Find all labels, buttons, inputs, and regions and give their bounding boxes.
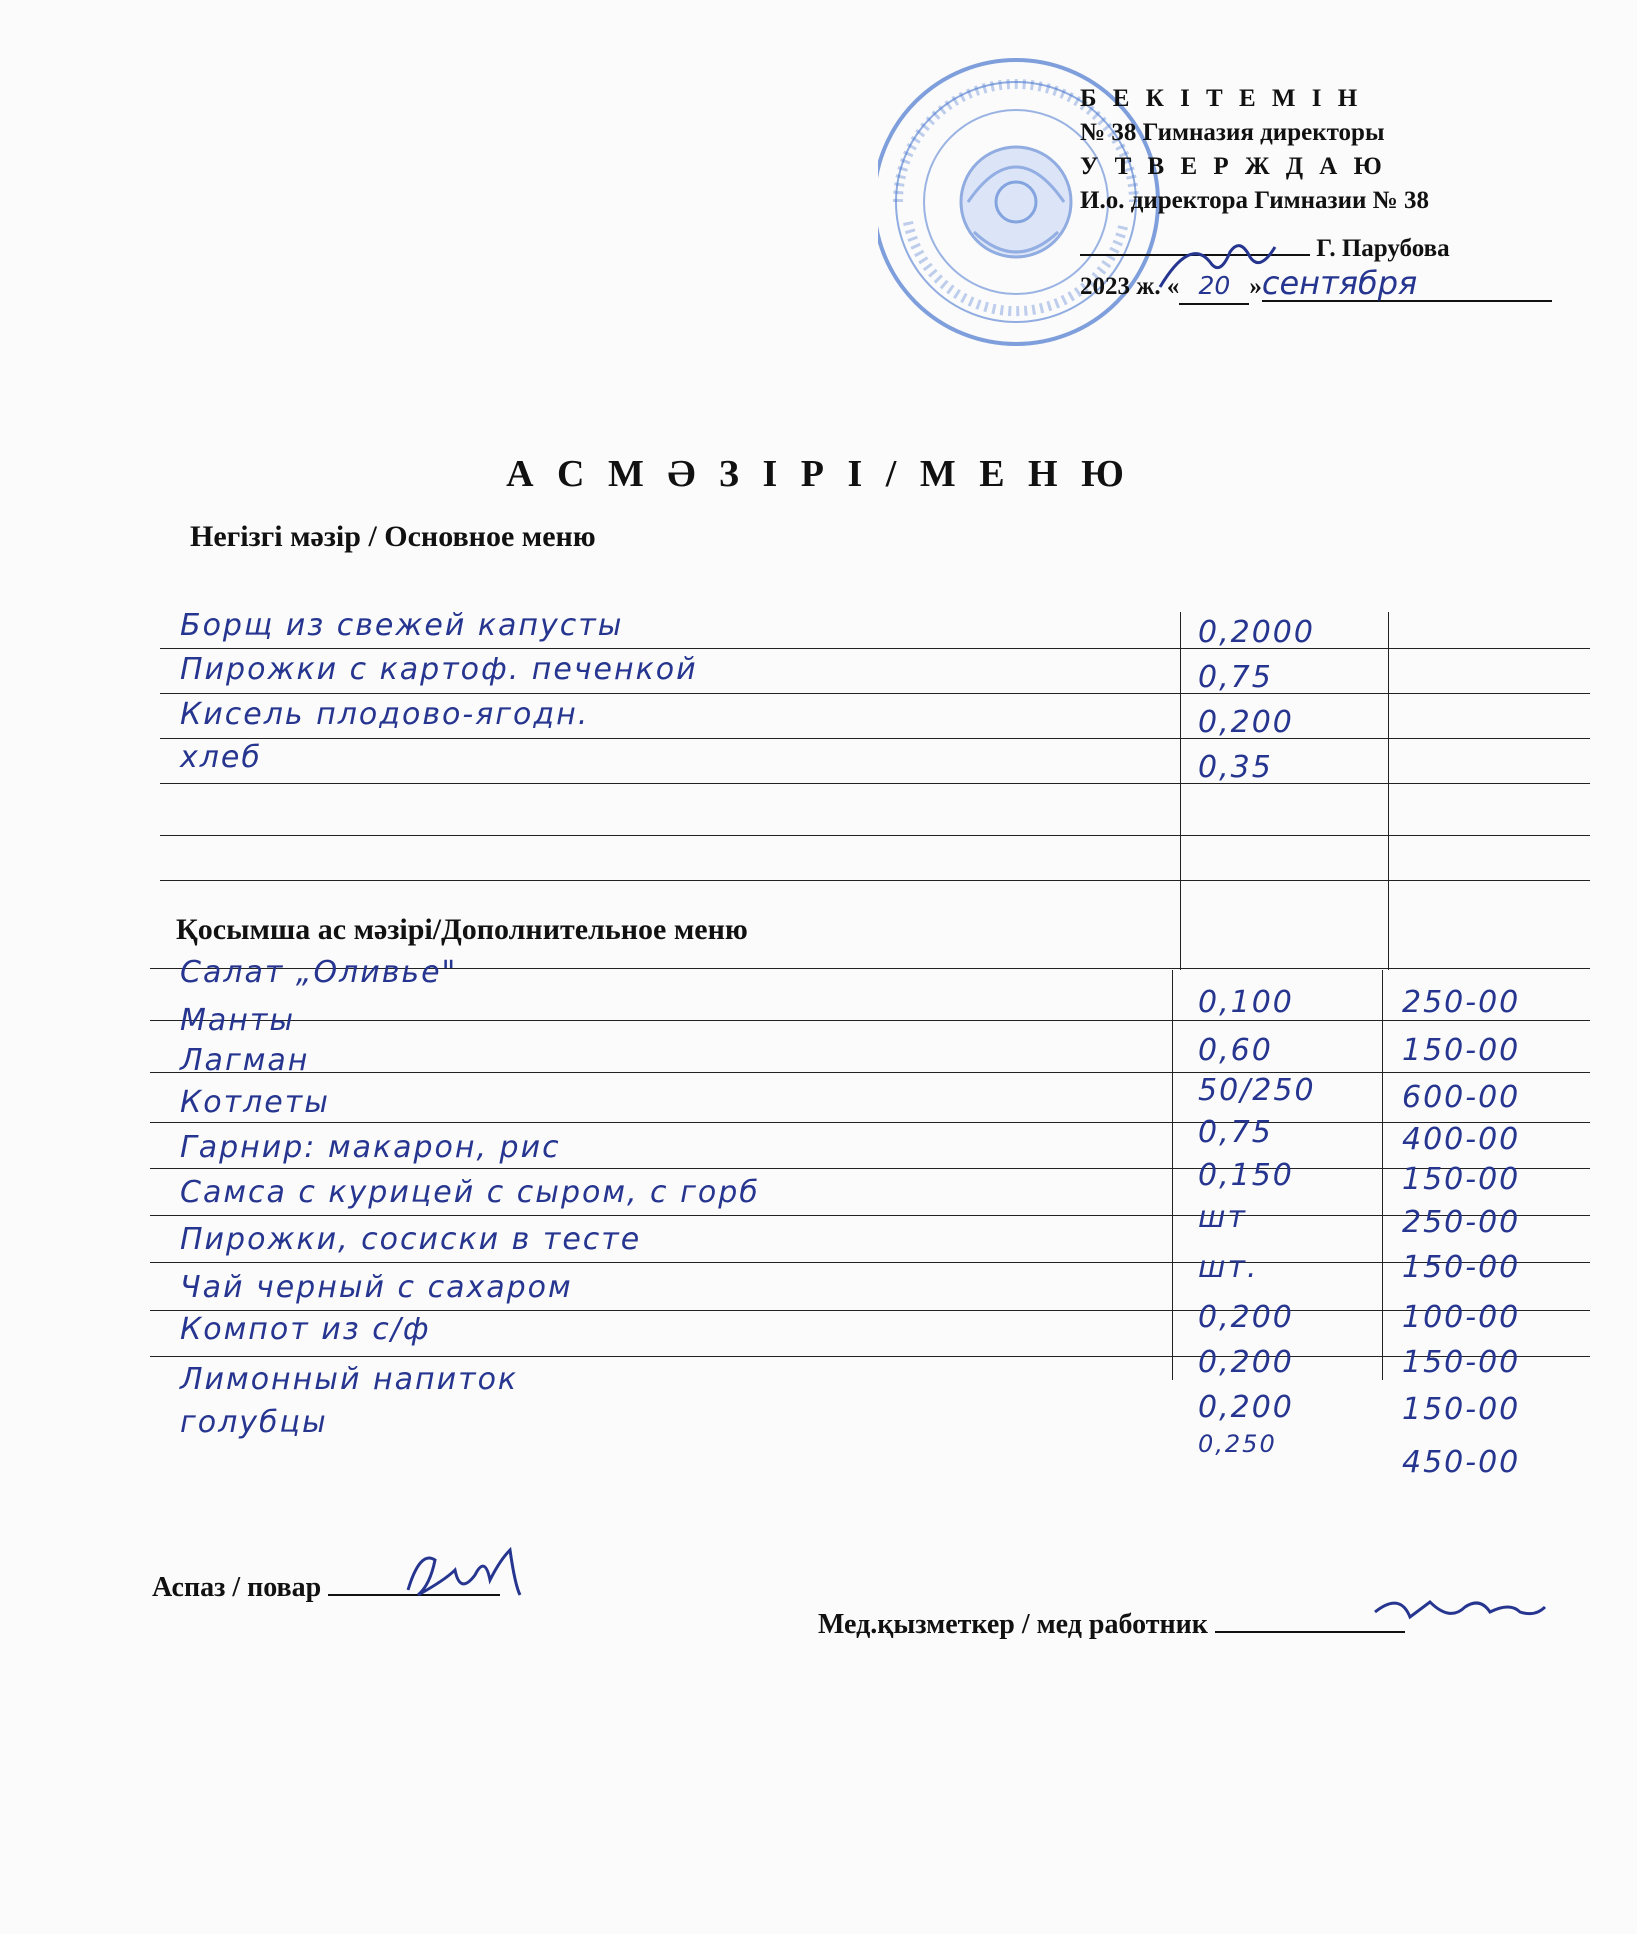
- page-title: А С М Ә З І Р І / М Е Н Ю: [506, 453, 1131, 495]
- extra-item-price: 450-00: [1402, 1445, 1521, 1480]
- cook-signature: [400, 1540, 530, 1610]
- column-divider: [1382, 970, 1383, 1380]
- rule: [150, 1215, 1590, 1216]
- rule: [150, 1122, 1590, 1123]
- rule: [160, 880, 1590, 881]
- extra-item-qty: 0,200: [1198, 1345, 1294, 1380]
- main-item-name: хлеб: [180, 740, 262, 775]
- extra-item-name: Манты: [180, 1003, 296, 1038]
- extra-item-price: 600-00: [1402, 1080, 1521, 1115]
- director-signature: [1150, 232, 1280, 302]
- column-divider: [1180, 612, 1181, 970]
- approval-kz-position: № 38 Гимназия директоры: [1080, 119, 1385, 146]
- director-name: Г. Парубова: [1316, 235, 1450, 262]
- extra-item-qty: 0,200: [1198, 1300, 1294, 1335]
- rule: [150, 1020, 1590, 1021]
- extra-item-name: Пирожки, сосиски в тесте: [180, 1222, 642, 1257]
- extra-item-name: Лагман: [180, 1043, 310, 1078]
- extra-item-price: 150-00: [1402, 1250, 1521, 1285]
- extra-item-price: 100-00: [1402, 1300, 1521, 1335]
- date-mid: »: [1249, 273, 1262, 300]
- main-item-name: Пирожки с картоф. печенкой: [180, 652, 698, 687]
- rule: [150, 1310, 1590, 1311]
- main-item-qty: 0,200: [1198, 705, 1294, 740]
- approval-ru-heading: У Т В Е Р Ж Д А Ю: [1080, 153, 1387, 180]
- extra-item-price: 150-00: [1402, 1345, 1521, 1380]
- date-month: сентября: [1262, 266, 1552, 302]
- extra-item-price: 150-00: [1402, 1162, 1521, 1197]
- rule: [150, 1356, 1590, 1357]
- extra-item-price: 150-00: [1402, 1392, 1521, 1427]
- extra-item-qty: 0,250: [1198, 1430, 1277, 1458]
- extra-item-name: Салат „Оливье": [180, 955, 458, 990]
- cook-label: Аспаз / повар: [152, 1572, 322, 1603]
- extra-item-qty: 0,100: [1198, 985, 1294, 1020]
- extra-item-qty: шт: [1198, 1200, 1247, 1235]
- date-prefix: 2023 ж. «: [1080, 273, 1180, 300]
- extra-item-price: 150-00: [1402, 1033, 1521, 1068]
- rule: [160, 693, 1590, 694]
- extra-item-price: 250-00: [1402, 1205, 1521, 1240]
- extra-item-qty: 0,60: [1198, 1033, 1273, 1068]
- main-item-name: Борщ из свежей капусты: [180, 608, 624, 643]
- extra-item-name: Лимонный напиток: [180, 1362, 519, 1397]
- main-item-qty: 0,75: [1198, 660, 1273, 695]
- rule: [150, 1168, 1590, 1169]
- column-divider: [1388, 612, 1389, 970]
- rule: [150, 1262, 1590, 1263]
- column-divider: [1172, 970, 1173, 1380]
- extra-item-name: Самса с курицей с сыром, с горб: [180, 1175, 760, 1210]
- rule: [160, 835, 1590, 836]
- extra-item-name: Компот из с/ф: [180, 1312, 431, 1347]
- rule: [150, 1072, 1590, 1073]
- rule: [160, 783, 1590, 784]
- med-label: Мед.қызметкер / мед работник: [818, 1609, 1208, 1640]
- main-item-name: Кисель плодово-ягодн.: [180, 697, 590, 732]
- extra-item-name: Чай черный с сахаром: [180, 1270, 573, 1305]
- extra-item-price: 400-00: [1402, 1122, 1521, 1157]
- extra-menu-heading: Қосымша ас мәзірі/Дополнительное меню: [176, 913, 748, 946]
- extra-item-name: Гарнир: макарон, рис: [180, 1130, 561, 1165]
- approval-ru-position: И.о. директора Гимназии № 38: [1080, 187, 1430, 214]
- med-signature-line: [818, 1605, 1405, 1641]
- main-item-qty: 0,2000: [1198, 615, 1315, 650]
- extra-item-price: 250-00: [1402, 985, 1521, 1020]
- date-day: 20: [1179, 269, 1249, 305]
- extra-item-qty: 0,200: [1198, 1390, 1294, 1425]
- main-item-qty: 0,35: [1198, 750, 1273, 785]
- approval-kz-heading: Б Е К І Т Е М І Н: [1080, 85, 1363, 112]
- extra-item-qty: 0,75: [1198, 1115, 1273, 1150]
- rule: [160, 648, 1590, 649]
- main-menu-heading: Негізгі мәзір / Основное меню: [190, 520, 596, 553]
- extra-item-qty: 0,150: [1198, 1158, 1294, 1193]
- extra-item-qty: шт.: [1198, 1250, 1259, 1285]
- extra-item-name: голубцы: [180, 1405, 328, 1440]
- extra-item-qty: 50/250: [1198, 1073, 1316, 1108]
- extra-item-name: Котлеты: [180, 1085, 330, 1120]
- rule: [160, 738, 1590, 739]
- med-signature: [1370, 1582, 1550, 1632]
